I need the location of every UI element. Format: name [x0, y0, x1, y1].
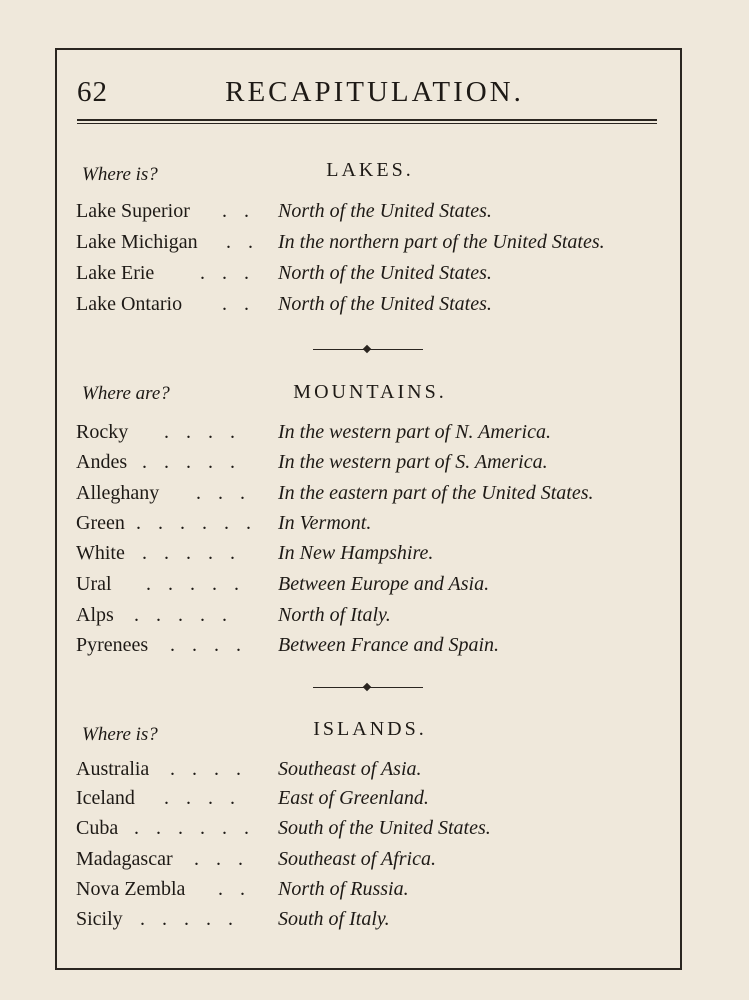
table-row [76, 542, 676, 568]
dot-leader: . . . [194, 848, 249, 870]
dot-leader: . . . [200, 262, 255, 284]
question-mountains: Where are? [82, 383, 170, 404]
section-title-mountains: MOUNTAINS. [293, 381, 447, 403]
answer-text: North of the United States. [278, 200, 492, 222]
dot-leader: . . . . . . [136, 512, 257, 534]
answer-text: In the western part of S. America. [278, 451, 548, 473]
dot-leader: . . . . [170, 634, 247, 656]
dot-leader: . . . . . [146, 573, 245, 595]
answer-text: Between Europe and Asia. [278, 573, 490, 595]
dot-leader: . . . . . [142, 451, 241, 473]
table-row [76, 262, 676, 288]
header-rule [77, 119, 657, 121]
dot-leader: . . . . [164, 421, 241, 443]
table-row [76, 817, 676, 843]
dot-leader: . . [222, 200, 255, 222]
place-name: Sicily [76, 908, 123, 930]
answer-text: In the northern part of the United States. [278, 231, 605, 253]
table-row [76, 573, 676, 599]
table-row [76, 200, 676, 226]
place-name: Andes [76, 451, 128, 473]
dot-leader: . . [226, 231, 259, 253]
table-row [76, 848, 676, 874]
place-name: Rocky [76, 421, 129, 443]
answer-text: North of the United States. [278, 293, 492, 315]
dot-leader: . . [222, 293, 255, 315]
answer-text: Southeast of Africa. [278, 848, 436, 870]
section-title-lakes: LAKES. [326, 159, 414, 181]
place-name: White [76, 542, 125, 564]
running-head: RECAPITULATION. [225, 76, 524, 108]
place-name: Alps [76, 604, 114, 626]
table-row [76, 421, 676, 447]
answer-text: East of Greenland. [278, 787, 429, 809]
table-row [76, 908, 676, 934]
place-name: Australia [76, 758, 150, 780]
dot-leader: . . . . . [140, 908, 239, 930]
table-row [76, 451, 676, 477]
section-title-islands: ISLANDS. [313, 718, 427, 740]
question-lakes: Where is? [82, 164, 158, 185]
answer-text: In New Hampshire. [278, 542, 434, 564]
question-islands: Where is? [82, 724, 158, 745]
section-divider [313, 349, 423, 350]
table-row [76, 878, 676, 904]
answer-text: In the eastern part of the United States. [278, 482, 594, 504]
answer-text: South of Italy. [278, 908, 390, 930]
place-name: Ural [76, 573, 112, 595]
table-row [76, 634, 676, 660]
table-row [76, 787, 676, 813]
table-row [76, 293, 676, 319]
place-name: Iceland [76, 787, 135, 809]
table-row [76, 758, 676, 784]
dot-leader: . . . [196, 482, 251, 504]
place-name: Lake Ontario [76, 293, 183, 315]
answer-text: Between France and Spain. [278, 634, 500, 656]
dot-leader: . . . . . . [134, 817, 255, 839]
place-name: Lake Michigan [76, 231, 198, 253]
table-row [76, 482, 676, 508]
place-name: Green [76, 512, 125, 534]
answer-text: North of Italy. [278, 604, 391, 626]
answer-text: In Vermont. [278, 512, 372, 534]
dot-leader: . . . . [164, 787, 241, 809]
table-row [76, 604, 676, 630]
place-name: Madagascar [76, 848, 173, 870]
dot-leader: . . . . . [142, 542, 241, 564]
answer-text: Southeast of Asia. [278, 758, 422, 780]
answer-text: South of the United States. [278, 817, 491, 839]
place-name: Pyrenees [76, 634, 149, 656]
dot-leader: . . . . . [134, 604, 233, 626]
dot-leader: . . . . [170, 758, 247, 780]
place-name: Cuba [76, 817, 119, 839]
answer-text: North of the United States. [278, 262, 492, 284]
header-rule-thin [77, 123, 657, 124]
page-number: 62 [77, 76, 108, 108]
place-name: Alleghany [76, 482, 160, 504]
table-row [76, 231, 676, 257]
place-name: Lake Superior [76, 200, 190, 222]
answer-text: In the western part of N. America. [278, 421, 551, 443]
answer-text: North of Russia. [278, 878, 409, 900]
table-row [76, 512, 676, 538]
dot-leader: . . [218, 878, 251, 900]
place-name: Lake Erie [76, 262, 155, 284]
place-name: Nova Zembla [76, 878, 186, 900]
section-divider [313, 687, 423, 688]
